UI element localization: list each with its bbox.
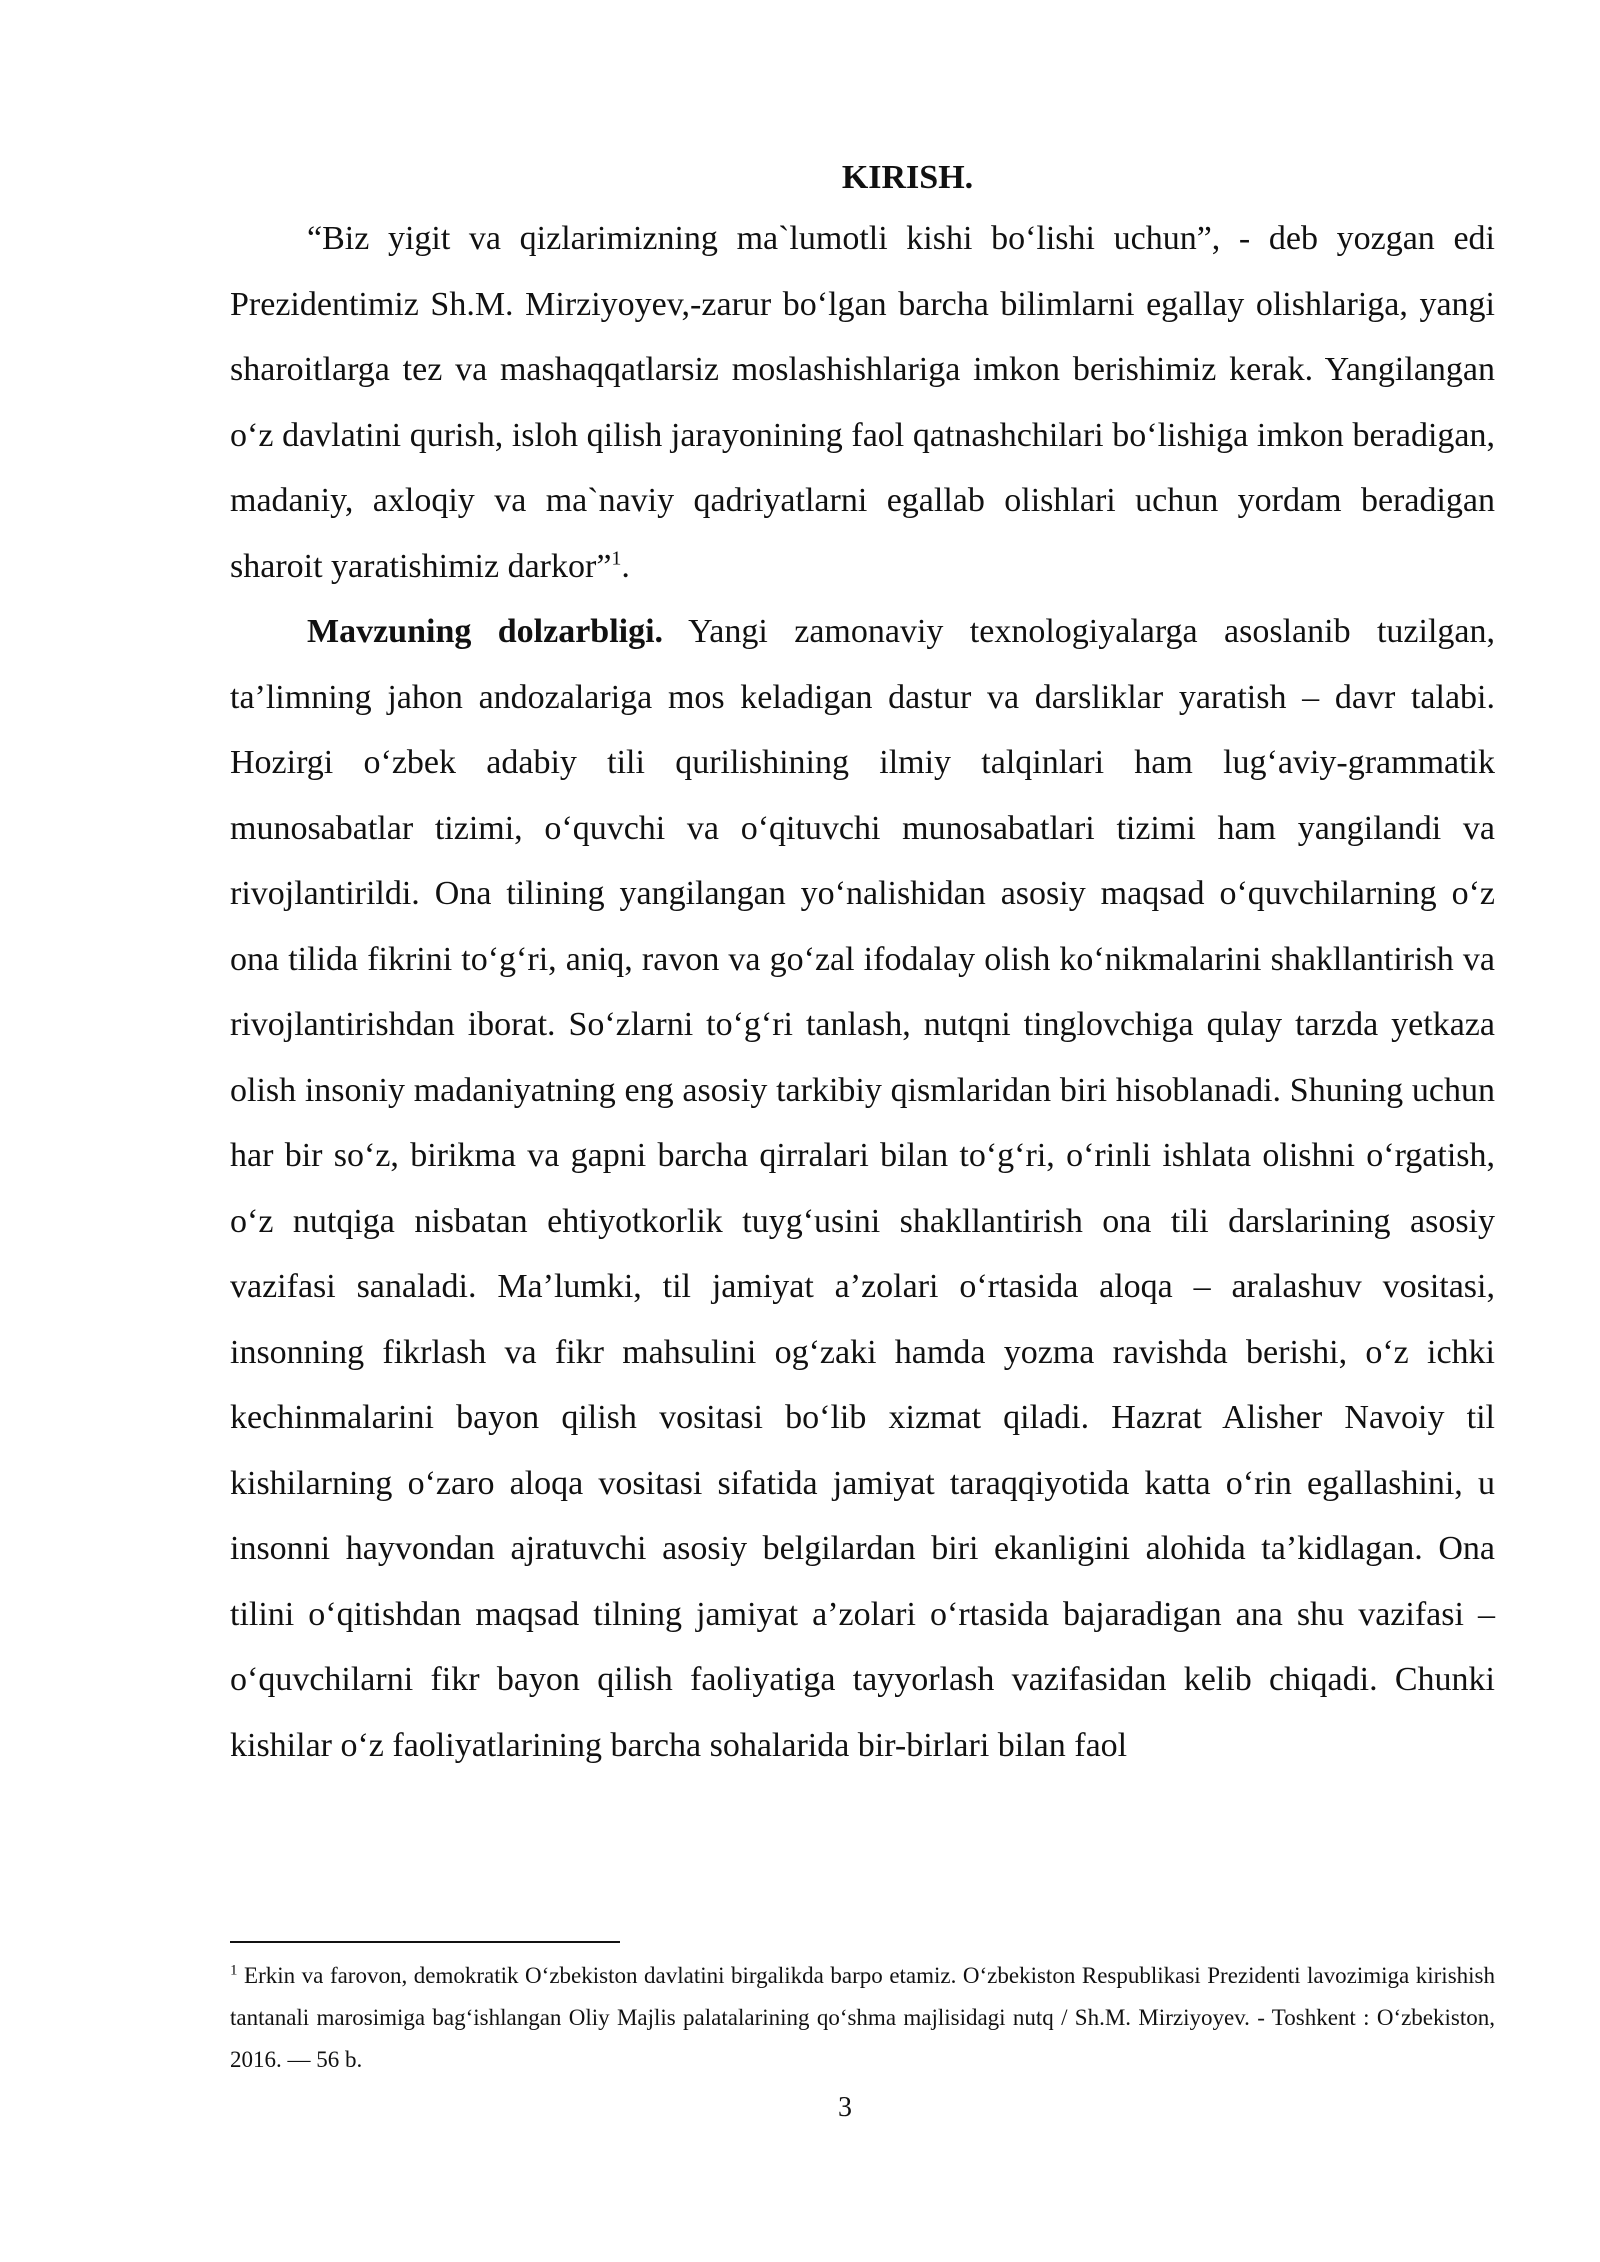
footnote-divider xyxy=(230,1941,620,1943)
section-lead-heading: Mavzuning dolzarbligi. xyxy=(307,613,664,650)
paragraph-relevance xyxy=(230,599,1495,1778)
document-body xyxy=(230,150,1495,1778)
footnote-marker: 1 xyxy=(230,1962,238,1979)
paragraph-intro-quote xyxy=(230,206,1495,599)
paragraph-relevance-text: Yangi zamonaviy texnologiyalarga asoslanib tuzilgan, ta’limning jahon andozalariga mos keladigan dastur va darsliklar yaratish – davr talabi. Hozirgi o‘zbek adabiy tili qurilishining ilmiy talqinlari ham lug‘aviy-grammatik munosabatlar tizimi, o‘quvchi va o‘qituvchi munosabatlari tizimi ham yangilandi va rivojlantirildi. Ona tilining yangilangan yo‘nalishidan asosiy maqsad o‘quvchilarning o‘z ona tilida fikrini to‘g‘ri, aniq, ravon va go‘zal ifodalay olish ko‘nikmalarini shakllantirish va rivojlantirishdan iborat. So‘zlarni to‘g‘ri tanlash, nutqni tinglovchiga qulay tarzda yetkaza olish insoniy madaniyatning eng asosiy tarkibiy qismlaridan biri hisoblanadi. Shuning uchun har bir so‘z, birikma va gapni barcha qirralari bilan to‘g‘ri, o‘rinli ishlata olishni o‘rgatish, o‘z nutqiga nisbatan ehtiyotkorlik tuyg‘usini shakllantirish ona tili darslarining asosiy vazifasi sanaladi. Ma’lumki, til jamiyat a’zolari o‘rtasida aloqa – aralashuv vositasi, insonning fikrlash va fikr mahsulini og‘zaki hamda yozma ravishda berishi, o‘z ichki kechinmalarini bayon qilish vositasi bo‘lib xizmat qiladi. Hazrat Alisher Navoiy til kishilarning o‘zaro aloqa vositasi sifatida jamiyat taraqqiyotida katta o‘rin egallashini, u insonni hayvondan ajratuvchi asosiy belgilardan biri ekanligini alohida ta’kidlagan. Ona tilini o‘qitishdan maqsad tilning jamiyat a’zolari o‘rtasida bajaradigan ana shu vazifasi – o‘quvchilarni fikr bayon qilish faoliyatiga tayyorlash vazifasidan kelib chiqadi. Chunki kishilar o‘z faoliyatlarining barcha sohalarida bir-birlari bilan faol xyxy=(230,613,1495,1764)
page-title: KIRISH. xyxy=(841,159,974,196)
footnote-text: Erkin va farovon, demokratik O‘zbekiston davlatini birgalikda barpo etamiz. O‘zbekiston Respublikasi Prezidenti lavozimiga kirishish tantanali marosimiga bag‘ishlangan Oliy Majlis palatalarining qo‘shma majlisidagi nutq / Sh.M. Mirziyoyev. - Toshkent : O‘zbekiston, 2016. — 56 b. xyxy=(230,1963,1495,2072)
paragraph-intro-end: . xyxy=(621,547,630,585)
paragraph-intro-text: “Biz yigit va qizlarimizning ma`lumotli kishi bo‘lishi uchun”, - deb yozgan edi Prezidentimiz Sh.M. Mirziyoyev,-zarur bo‘lgan barcha bilimlarni egallay olishlariga, yangi sharoitlarga tez va mashaqqatlarsiz moslashishlariga imkon berishimiz kerak. Yangilangan o‘z davlatini qurish, isloh qilish jarayonining faol qatnashchilari bo‘lishiga imkon beradigan, madaniy, axloqiy va ma`naviy qadriyatlarni egallab olishlari uchun yordam beradigan sharoit yaratishimiz darkor” xyxy=(230,220,1495,585)
footnote-reference[interactable]: 1 xyxy=(611,547,622,570)
footnote xyxy=(230,1955,1495,2081)
page-number: 3 xyxy=(838,2092,852,2123)
